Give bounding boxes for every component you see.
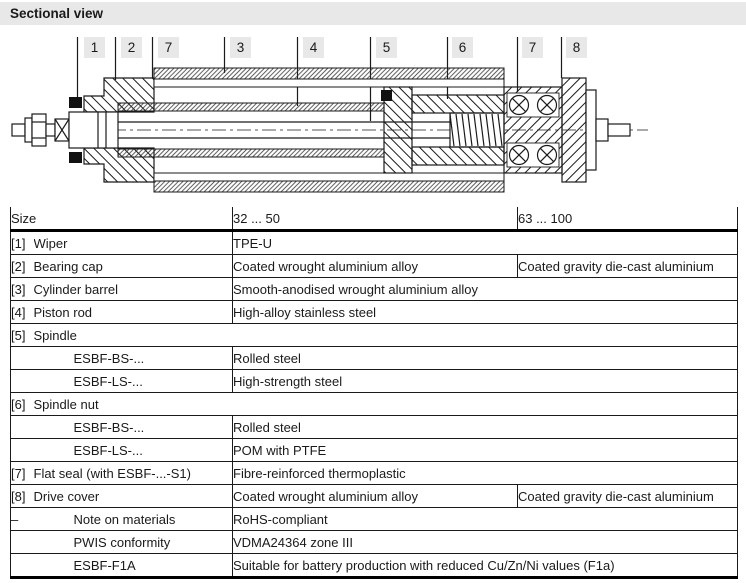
table-row [11,416,738,439]
row-label-cell: Note on materials [74,508,233,531]
callout-1: 1 [84,37,105,58]
row-index-cell: [6] [11,393,34,416]
row-index-cell: [2] [11,255,34,278]
row-value-cell: Coated gravity die-cast aluminium [518,255,738,278]
materials-table [10,207,738,579]
table-row [11,554,738,578]
row-value-cell: Rolled steel [233,416,738,439]
callout-9: 8 [566,37,587,58]
row-value-cell: POM with PTFE [233,439,738,462]
table-row [11,301,738,324]
callout-6: 5 [376,37,397,58]
row-index-cell: [4] [11,301,34,324]
row-spacer-cell [34,416,74,439]
row-spacer-cell [34,531,74,554]
row-index-cell: – [11,508,34,531]
row-label-cell: Flat seal (with ESBF-...-S1) [34,462,233,485]
row-spacer-cell [34,347,74,370]
row-value-cell: High-alloy stainless steel [233,301,738,324]
callout-4: 3 [230,37,251,58]
table-row [11,324,738,347]
row-label-cell: ESBF-LS-... [74,439,233,462]
table-row [11,370,738,393]
row-index-cell [11,416,34,439]
row-spacer-cell [34,370,74,393]
row-index-cell [11,439,34,462]
row-value-cell: RoHS-compliant [233,508,738,531]
row-index-cell: [5] [11,324,34,347]
size-header-cell: Size [11,207,233,231]
output-shaft [596,119,630,141]
row-index-cell: [7] [11,462,34,485]
row-value-cell: High-strength steel [233,370,738,393]
row-value-cell: Suitable for battery production with reduced Cu/Zn/Ni values (F1a) [233,554,738,578]
range-large-header-cell: 63 ... 100 [518,207,738,231]
row-value-cell: TPE-U [233,231,738,255]
row-label-cell: Bearing cap [34,255,233,278]
row-label-cell: PWIS conformity [74,531,233,554]
row-label-cell: Spindle nut [34,393,738,416]
callout-2: 2 [121,37,142,58]
callout-7: 6 [452,37,473,58]
sectional-drawing [0,0,746,205]
row-value-cell: Coated wrought aluminium alloy [233,255,518,278]
row-label-cell: ESBF-F1A [74,554,233,578]
table-row [11,531,738,554]
row-index-cell [11,554,34,578]
table-row [11,439,738,462]
range-small-header-cell: 32 ... 50 [233,207,518,231]
rod-end-assembly [12,114,69,146]
row-label-cell: Drive cover [34,485,233,508]
table-row [11,485,738,508]
callout-3: 7 [158,37,179,58]
row-value-cell: Coated gravity die-cast aluminium [518,485,738,508]
section-title: Sectional view [0,2,746,25]
row-value-cell: Smooth-anodised wrought aluminium alloy [233,278,738,301]
row-spacer-cell [34,508,74,531]
table-row [11,393,738,416]
table-row [11,255,738,278]
row-value-cell: VDMA24364 zone III [233,531,738,554]
rod-socket [69,112,118,148]
row-label-cell: Spindle [34,324,738,347]
row-label-cell: ESBF-BS-... [74,416,233,439]
table-row [11,462,738,485]
row-spacer-cell [34,554,74,578]
row-label-cell: ESBF-BS-... [74,347,233,370]
callout-5: 4 [303,37,324,58]
table-row [11,508,738,531]
row-label-cell: Cylinder barrel [34,278,233,301]
table-row [11,278,738,301]
row-label-cell: Wiper [34,231,233,255]
row-index-cell [11,347,34,370]
row-index-cell: [8] [11,485,34,508]
row-label-cell: Piston rod [34,301,233,324]
callout-8: 7 [522,37,543,58]
table-row [11,347,738,370]
row-spacer-cell [34,439,74,462]
ball-bearings [504,87,562,173]
row-index-cell: [3] [11,278,34,301]
row-value-cell: Rolled steel [233,347,738,370]
row-index-cell [11,531,34,554]
row-label-cell: ESBF-LS-... [74,370,233,393]
table-row [11,231,738,255]
table-header-row [11,207,738,231]
row-value-cell: Coated wrought aluminium alloy [233,485,518,508]
piston [381,87,412,173]
row-value-cell: Fibre-reinforced thermoplastic [233,462,738,485]
row-index-cell [11,370,34,393]
drive-cover [562,78,596,182]
row-index-cell: [1] [11,231,34,255]
